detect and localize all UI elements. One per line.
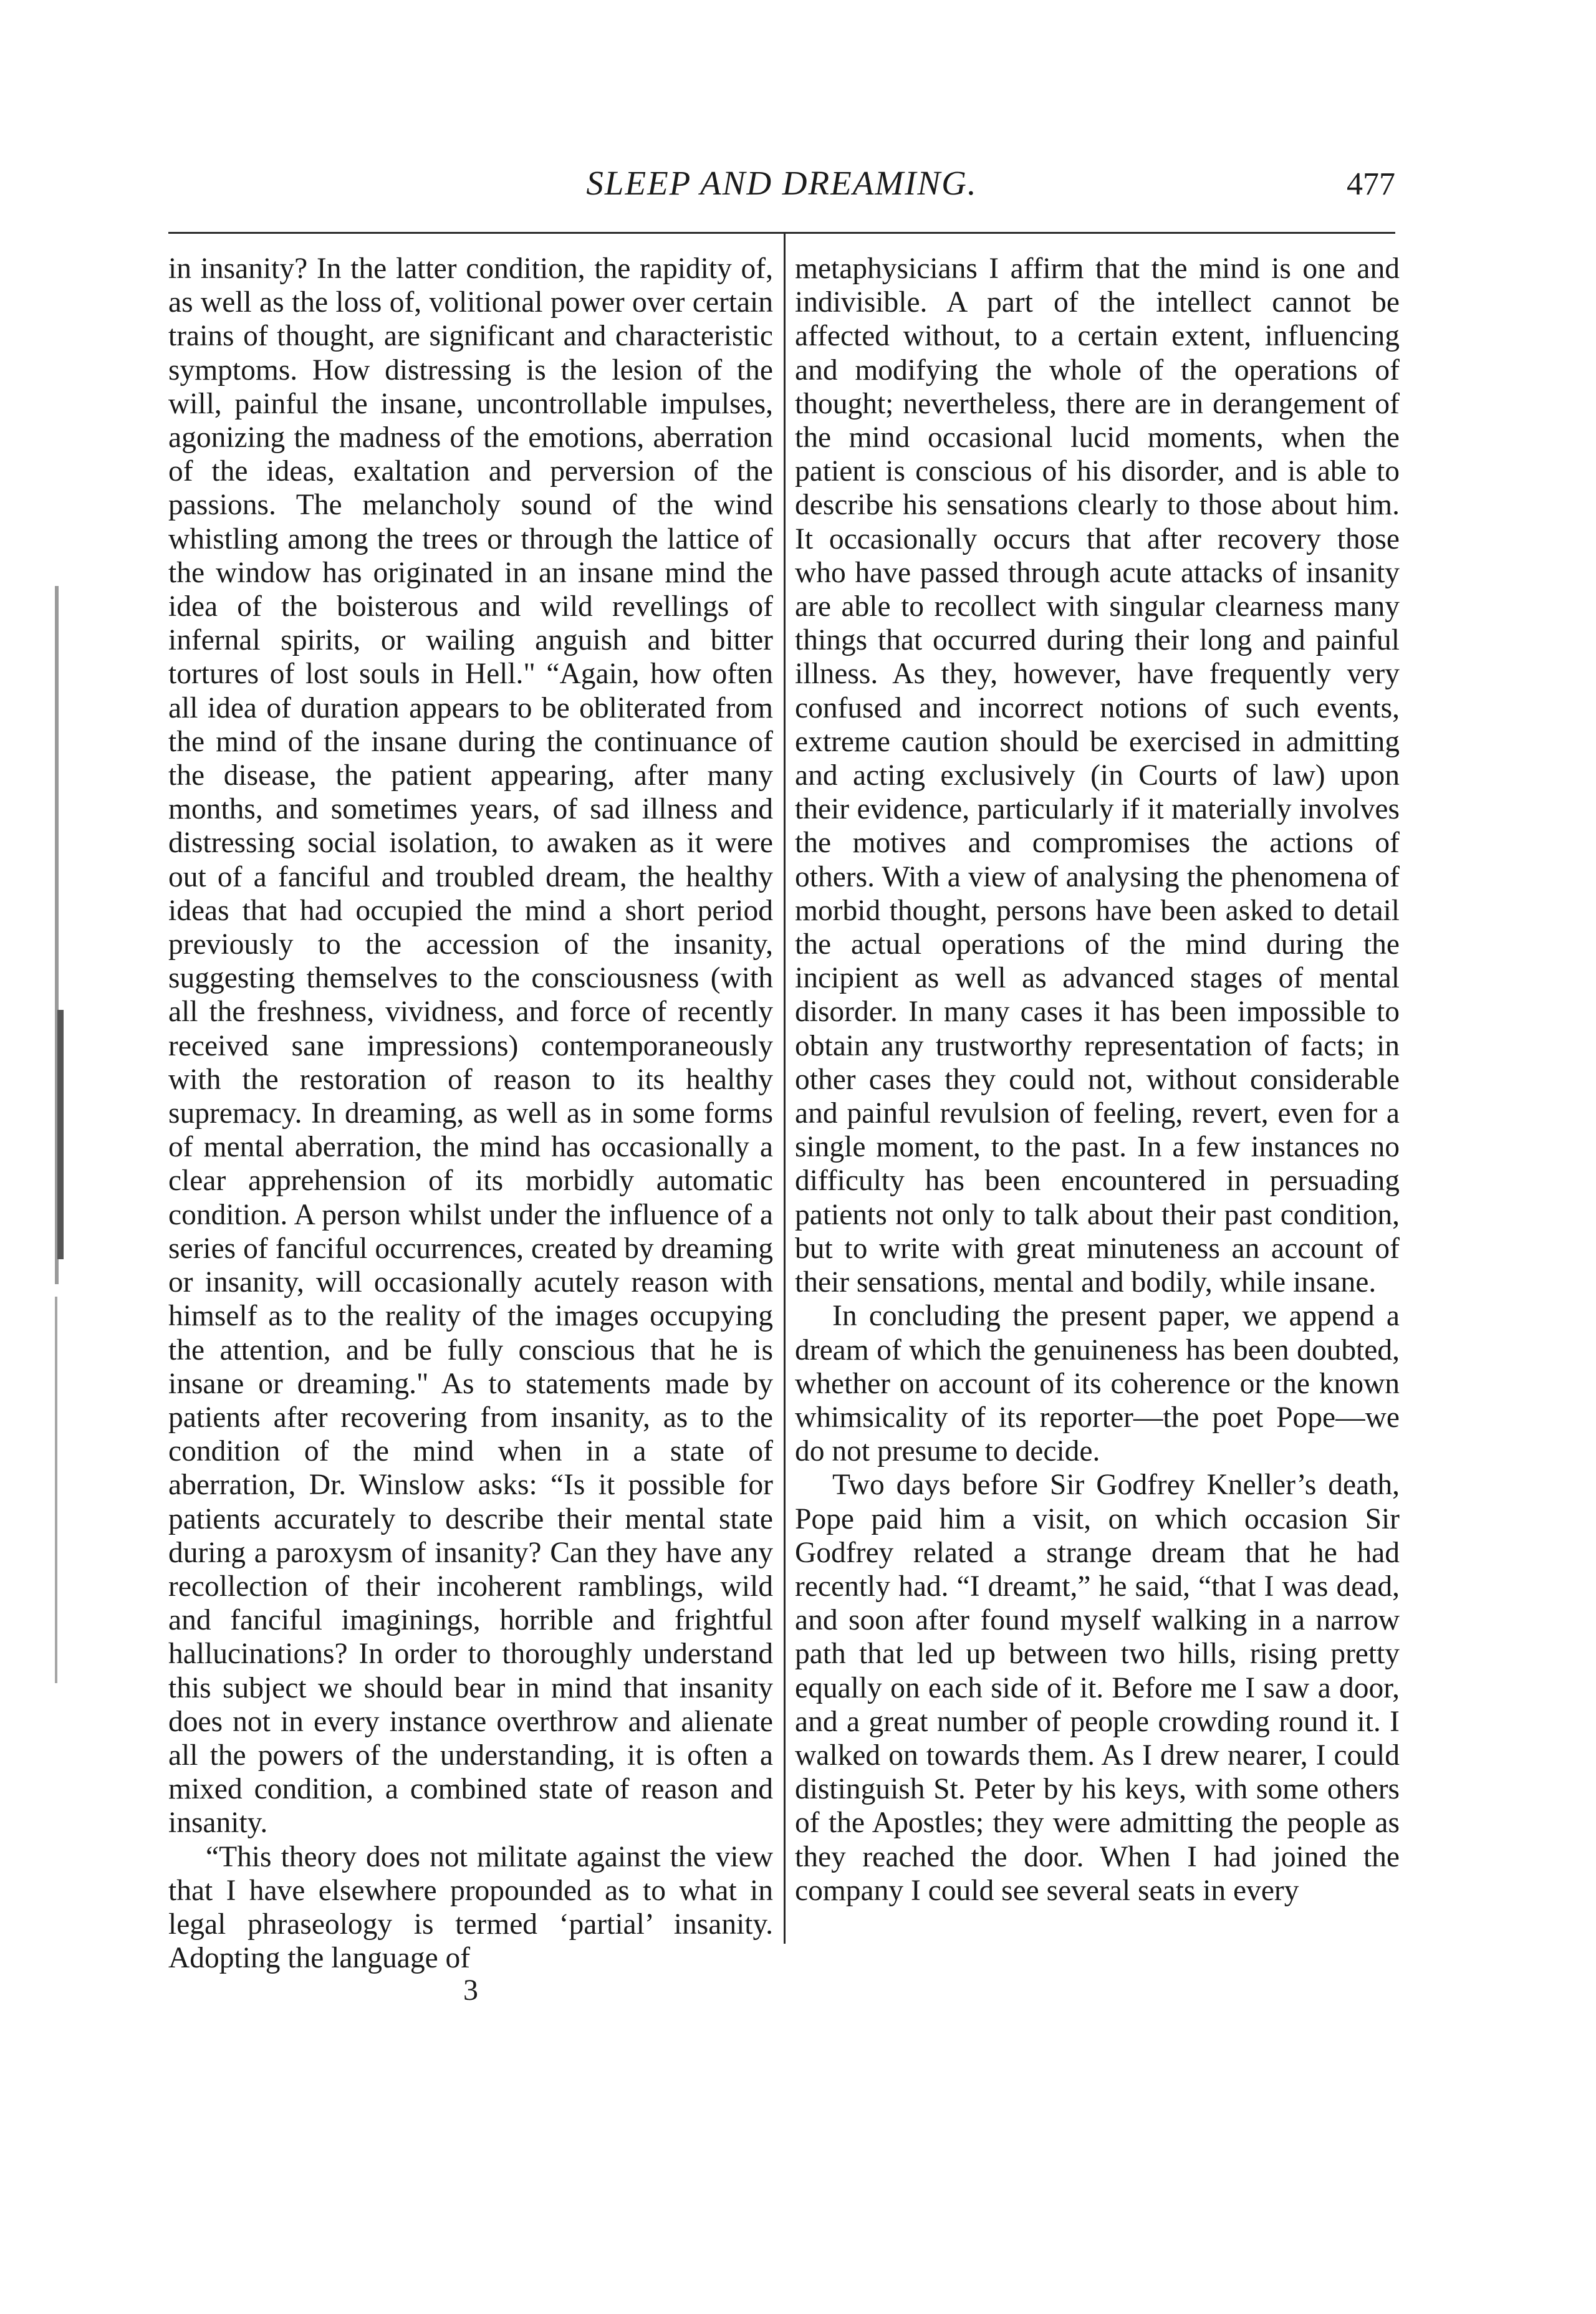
paragraph: metaphysicians I affirm that the mind is one and indivisible. A part of the intellect cannot be affected without, to a certain extent, influencing and modifying the whole of the operations of thought; nevertheless, there are in derangement of the mind occasional lucid moments, when the patient is conscious of his disorder, and is able to describe his sensations clearly to those about him. It occasionally occurs that after recovery those who have passed through acute attacks of insanity are able to recollect with singular clearness many things that occurred during their long and painful illness. As they, however, have frequently very confused and incorrect notions of such events, extreme caution should be exercised in admitting and acting exclusively (in Courts of law) upon their evidence, particularly if it materially involves the motives and compromises the actions of others. With a view of analysing the phenomena of morbid thought, persons have been asked to detail the actual operations of the mind during the incipient as well as advanced stages of mental disorder. In many cases it has been impossible to obtain any trustworthy representation of facts; in other cases they could not, without considerable and painful revulsion of feeling, revert, even for a single moment, to the past. In a few instances no difficulty has been encountered in persuading patients not only to talk about their past condition, but to write with great minuteness an account of their sensations, mental and bodily, while insane. — [795, 252, 1400, 1299]
scan-artifact-mark — [57, 1010, 64, 1259]
paragraph: In concluding the present paper, we append a dream of which the genuineness has been doubted, whether on account of its coherence or the known whimsicality of its reporter—the poet Pope—we do not presume to decide. — [795, 1300, 1400, 1468]
signature-mark: 3 — [463, 1974, 478, 2007]
right-column — [795, 252, 1400, 1954]
scan-artifact-mark — [55, 1297, 57, 1683]
header-rule — [168, 232, 1395, 234]
paragraph: Two days before Sir Godfrey Kneller’s death, Pope paid him a visit, on which occasion Sir Godfrey related a strange dream that he had recently had. “I dreamt,” he said, “that I was dead, and soon after found myself walking in a narrow path that led up between two hills, rising pretty equally on each side of it. Before me I saw a door, and a great number of people crowding round it. I walked on towards them. As I drew nearer, I could distinguish St. Peter by his keys, with some others of the Apostles; they were admitting the people as they reached the door. When I had joined the company I could see several seats in every — [795, 1469, 1400, 1907]
page-header — [168, 163, 1395, 213]
column-divider — [784, 233, 786, 1944]
page-number: 477 — [1347, 166, 1395, 202]
running-title: SLEEP AND DREAMING. — [586, 164, 978, 202]
paragraph: in insanity? In the latter condition, the rapidity of, as well as the loss of, volitional power over certain trains of thought, are significant and characteristic symptoms. How distressing is the lesion of the will, painful the insane, uncontrollable impulses, agonizing the madness of the emotions, aberration of the ideas, exaltation and perversion of the passions. The melancholy sound of the wind whistling among the trees or through the lattice of the window has originated in an insane mind the idea of the boisterous and wild revellings of infernal spirits, or wailing anguish and bitter tortures of lost souls in Hell." “Again, how often all idea of duration appears to be obliterated from the mind of the insane during the continuance of the disease, the patient appearing, after many months, and sometimes years, of sad illness and distressing social isolation, to awaken as it were out of a fanciful and troubled dream, the healthy ideas that had occupied the mind a short period previously to the accession of the insanity, suggesting themselves to the consciousness (with all the freshness, vividness, and force of recently received sane impressions) contemporaneously with the restoration of reason to its healthy supremacy. In dreaming, as well as in some forms of mental aberration, the mind has occasionally a clear apprehension of its morbidly automatic condition. A person whilst under the influence of a series of fanciful occurrences, created by dreaming or insanity, will occasionally acutely reason with himself as to the reality of the images occupying the attention, and be fully conscious that he is insane or dreaming." As to statements made by patients after recovering from insanity, as to the condition of the mind when in a state of aberration, Dr. Winslow asks: “Is it possible for patients accurately to describe their mental state during a paroxysm of insanity? Can they have any recollection of their incoherent ramblings, wild and fanciful imaginings, horrible and frightful hallucinations? In order to thoroughly understand this subject we should bear in mind that insanity does not in every instance overthrow and alienate all the powers of the understanding, it is often a mixed condition, a combined state of reason and insanity. — [168, 252, 773, 1840]
left-column — [168, 252, 773, 1975]
paragraph: “This theory does not militate against the view that I have elsewhere propounded as to what in legal phraseology is termed ‘partial’ insanity. Adopting the language of — [168, 1840, 773, 1975]
